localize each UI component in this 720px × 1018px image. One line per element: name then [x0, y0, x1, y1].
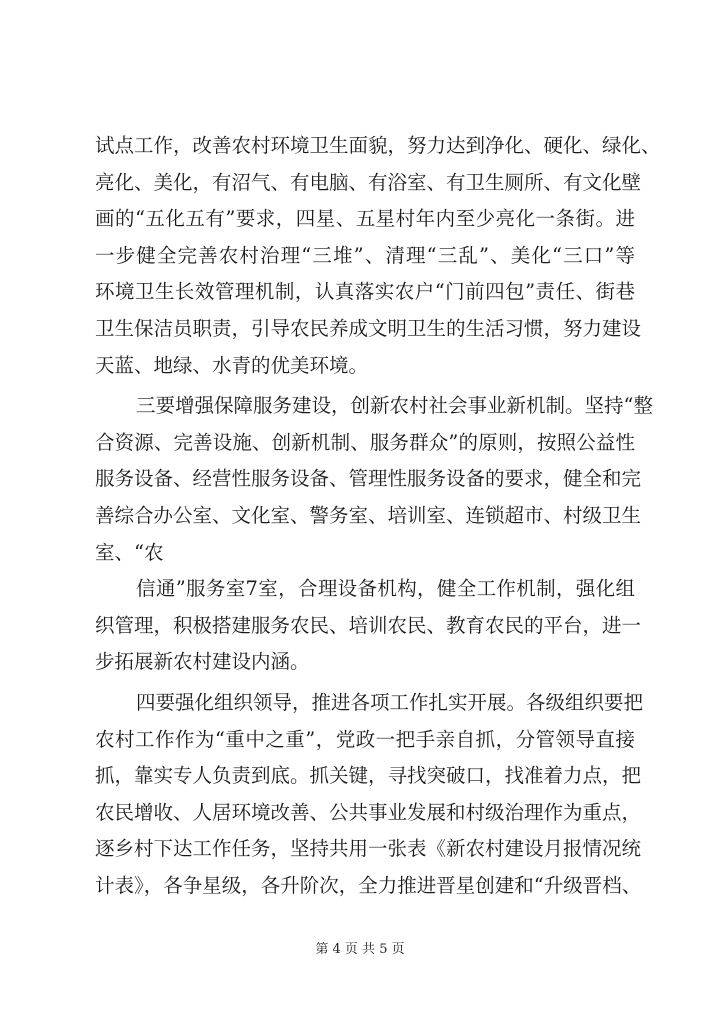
- text-line: 天蓝、地绿、水青的优美环境。: [95, 353, 369, 377]
- text-line: 逐乡村下达工作任务，坚持共用一张表《新农村建设月报情况统: [95, 837, 642, 861]
- body-text: [95, 128, 661, 904]
- text-line: 环境卫生长效管理机制，认真落实农户“门前四包”责任、街巷: [95, 280, 635, 304]
- text-line: 亮化、美化，有沼气、有电脑、有浴室、有卫生厕所、有文化壁: [95, 170, 642, 194]
- page-number-footer: 第 4 页 共 5 页: [315, 942, 405, 957]
- paragraph-start-line: 四要强化组织领导，推进各项工作扎实开展。各级组织要把: [136, 690, 644, 714]
- text-line: 服务设备、经营性服务设备、管理性服务设备的要求，健全和完: [95, 467, 642, 491]
- text-line: 试点工作，改善农村环境卫生面貌，努力达到净化、硬化、绿化、: [95, 134, 661, 157]
- text-line: 织管理，积极搭建服务农民、培训农民、教育农民的平台，进一: [95, 613, 642, 637]
- paragraph-start-line: 信通”服务室7室，合理设备机构，健全工作机制，强化组: [136, 577, 635, 601]
- text-line: 室、“农: [95, 540, 164, 564]
- text-line: 农村工作作为“重中之重”，党政一把手亲自抓，分管领导直接: [95, 727, 635, 751]
- text-line: 抓，靠实专人负责到底。抓关键，寻找突破口，找准着力点，把: [95, 764, 642, 788]
- text-line: 画的“五化五有”要求，四星、五星村年内至少亮化一条街。进: [95, 207, 635, 231]
- text-line: 卫生保洁员职责，引导农民养成文明卫生的生活习惯，努力建设: [95, 316, 642, 340]
- text-line: 合资源、完善设施、创新机制、服务群众”的原则，按照公益性: [95, 430, 635, 454]
- text-line: 步拓展新农村建设内涵。: [95, 650, 310, 674]
- text-line: 农民增收、人居环境改善、公共事业发展和村级治理作为重点，: [95, 800, 642, 824]
- text-line: 一步健全完善农村治理“三堆”、清理“三乱”、美化“三口”等: [95, 243, 635, 267]
- text-line: 计表》，各争星级，各升阶次，全力推进晋星创建和“升级晋档、: [95, 873, 642, 897]
- paragraph-start-line: 三要增强保障服务建设，创新农村社会事业新机制。坚持“整: [136, 394, 653, 418]
- text-line: 善综合办公室、文化室、警务室、培训室、连锁超市、村级卫生: [95, 503, 642, 527]
